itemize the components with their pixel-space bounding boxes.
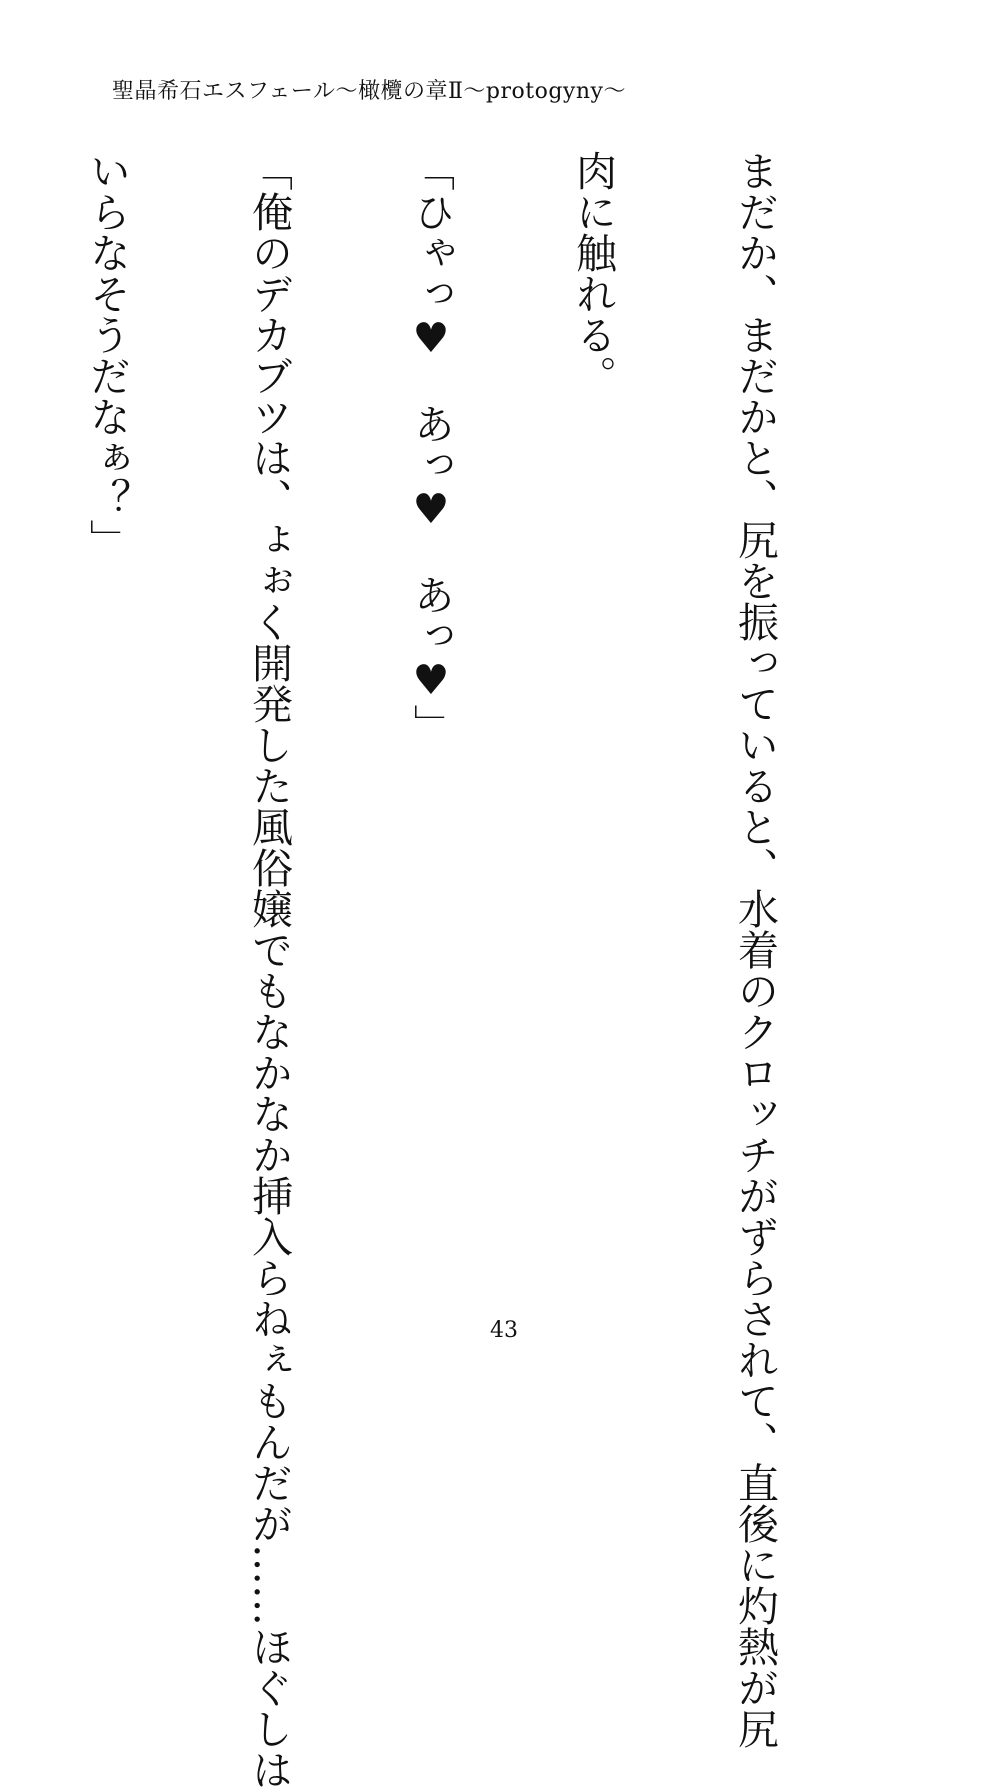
text-line: まだか、まだかと、尻を振っていると、水着のクロッチがずらされて、直後に灼熱が尻 — [731, 150, 779, 1749]
text-line: 「俺のデカブツは、ょぉく開発した風俗嬢でもなかなか挿入らねぇもんだが……ほぐしは — [245, 150, 293, 1790]
text-line: 肉に触れる。 — [569, 150, 617, 396]
text-line: 「ひゃっ♥ あっ♥ あっ♥」 — [407, 150, 455, 745]
text-line: いらなそうだなぁ？」 — [83, 150, 131, 560]
page-number: 43 — [490, 1318, 518, 1343]
running-header: 聖晶希石エスフェール〜橄欖の章Ⅱ〜protogyny〜 — [112, 79, 626, 104]
